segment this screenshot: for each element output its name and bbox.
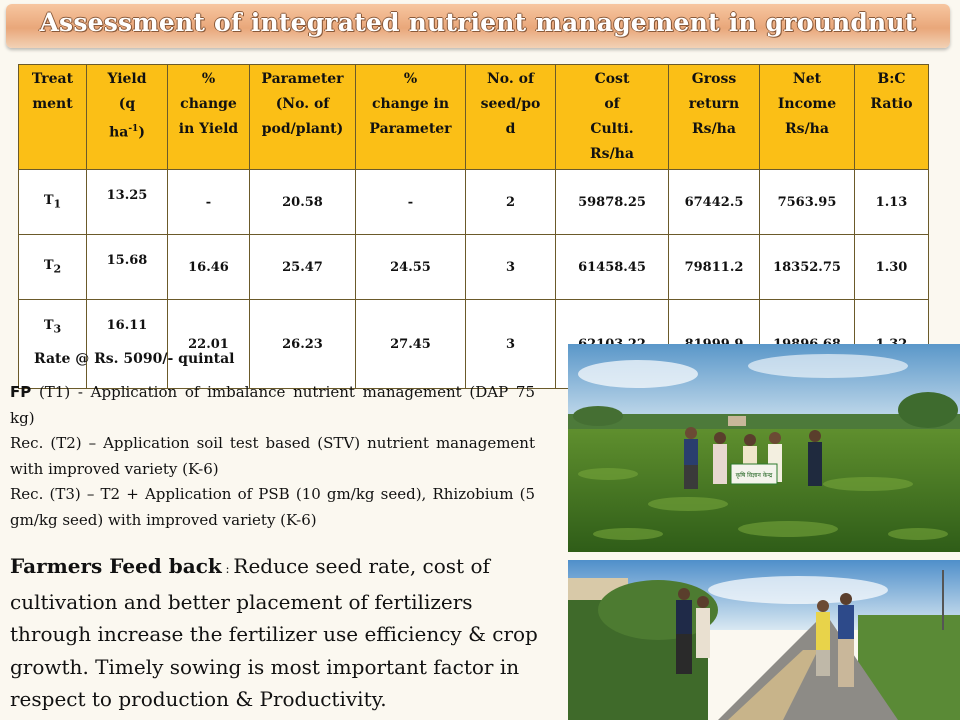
- farmers-feedback: [10, 550, 550, 716]
- yield-cell: 16.11: [87, 300, 168, 389]
- cost-cell: 59878.25: [556, 170, 669, 235]
- header-parameter: Parameter (No. of pod/plant): [250, 65, 356, 170]
- gross-cell: 79811.2: [669, 235, 760, 300]
- road-photo: [568, 560, 960, 720]
- header-change-parameter: % change in Parameter: [356, 65, 466, 170]
- title-bar: [6, 4, 950, 48]
- feedback-text: Reduce seed rate, cost of cultivation and better placement of fertilizers through increase the fertilizer use efficiency & crop growth. Timely sowing is most important factor in respect to production & Productivity.: [10, 554, 538, 711]
- seed-cell: 2: [466, 170, 556, 235]
- parameter-cell: 25.47: [250, 235, 356, 300]
- feedback-heading: Farmers Feed back: [10, 554, 222, 578]
- header-net: Net Income Rs/ha: [760, 65, 855, 170]
- parameter-cell: 20.58: [250, 170, 356, 235]
- treatment-cell: $T_3$: [19, 300, 87, 389]
- bc-cell: 1.13: [855, 170, 929, 235]
- fp-label: FP: [10, 383, 32, 401]
- rate-note: Rate @ Rs. 5090/- quintal: [34, 351, 235, 367]
- slide-title: Assessment of integrated nutrient management in groundnut: [39, 8, 917, 37]
- banner-text: कृषि विज्ञान केन्द्र: [735, 472, 773, 479]
- change-yield-cell: 16.46: [168, 235, 250, 300]
- header-gross: Gross return Rs/ha: [669, 65, 760, 170]
- net-cell: 7563.95: [760, 170, 855, 235]
- table-row: [19, 235, 929, 300]
- gross-cell: 67442.5: [669, 170, 760, 235]
- fp-text: (T1) - Application of imbalance nutrient management (DAP 75 kg): [10, 383, 535, 427]
- treatment-cell: $T_2$: [19, 235, 87, 300]
- header-cost: Cost of Culti. Rs/ha: [556, 65, 669, 170]
- yield-cell: 15.68: [87, 235, 168, 300]
- table-header-row: [19, 65, 929, 170]
- results-table: [18, 64, 929, 389]
- change-yield-cell: -: [168, 170, 250, 235]
- feedback-separator: :: [221, 562, 234, 576]
- change-parameter-cell: 27.45: [356, 300, 466, 389]
- note-t3: Rec. (T3) – T2 + Application of PSB (10 gm/kg seed), Rhizobium (5 gm/kg seed) with improved variety (K-6): [10, 485, 535, 529]
- seed-cell: 3: [466, 235, 556, 300]
- note-fp: [10, 380, 535, 431]
- change-parameter-cell: -: [356, 170, 466, 235]
- seed-cell: 3: [466, 300, 556, 389]
- net-cell: 18352.75: [760, 235, 855, 300]
- header-change-yield: % change in Yield: [168, 65, 250, 170]
- field-photo: [568, 344, 960, 552]
- bc-cell: 1.30: [855, 235, 929, 300]
- header-bc: B:C Ratio: [855, 65, 929, 170]
- yield-cell: 13.25: [87, 170, 168, 235]
- road-photo-image: [568, 560, 960, 720]
- parameter-cell: 26.23: [250, 300, 356, 389]
- header-yield: Yield (q $ha^{-1}$): [87, 65, 168, 170]
- table-row: [19, 170, 929, 235]
- field-photo-image: [568, 344, 960, 552]
- change-yield-cell: 22.01: [168, 300, 250, 389]
- header-seed-pod: No. of seed/po d: [466, 65, 556, 170]
- cost-cell: 61458.45: [556, 235, 669, 300]
- note-t2: Rec. (T2) – Application soil test based (STV) nutrient management with improved variety (K-6): [10, 434, 535, 478]
- change-parameter-cell: 24.55: [356, 235, 466, 300]
- treatment-cell: $T_1$: [19, 170, 87, 235]
- treatment-notes: [10, 380, 535, 533]
- header-treatment: Treat ment: [19, 65, 87, 170]
